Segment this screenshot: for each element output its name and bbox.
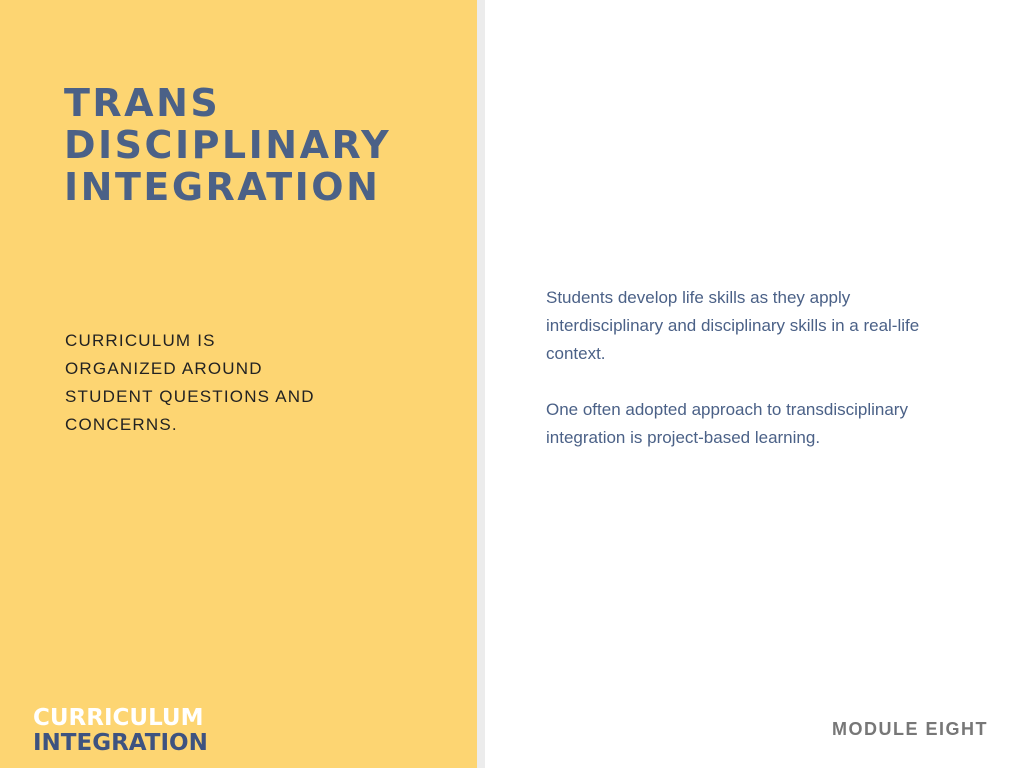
left-panel: [0, 0, 477, 768]
title-line: TRANS: [64, 81, 221, 125]
slide-subtitle: [65, 327, 315, 439]
body-paragraph-2: [546, 396, 976, 452]
title-line: DISCIPLINARY: [64, 123, 392, 167]
panel-divider: [477, 0, 485, 768]
body-line: context.: [546, 344, 606, 363]
logo-line-1: CURRICULUM: [33, 705, 204, 731]
body-line: One often adopted approach to transdisciplinary: [546, 400, 908, 419]
subtitle-line: STUDENT QUESTIONS AND: [65, 387, 315, 406]
subtitle-line: CONCERNS.: [65, 415, 178, 434]
body-line: Students develop life skills as they apply: [546, 288, 851, 307]
module-label: MODULE EIGHT: [832, 719, 988, 739]
body-line: interdisciplinary and disciplinary skills in a real-life: [546, 316, 920, 335]
subtitle-line: CURRICULUM IS: [65, 331, 216, 350]
title-line: INTEGRATION: [64, 165, 381, 209]
body-text: [546, 284, 976, 452]
slide-title: [64, 82, 391, 208]
subtitle-line: ORGANIZED AROUND: [65, 359, 263, 378]
body-paragraph-1: [546, 284, 976, 368]
paragraph-spacer: [546, 368, 976, 396]
body-line: integration is project-based learning.: [546, 428, 821, 447]
curriculum-integration-logo: [33, 706, 208, 756]
logo-line-2: INTEGRATION: [33, 730, 208, 756]
